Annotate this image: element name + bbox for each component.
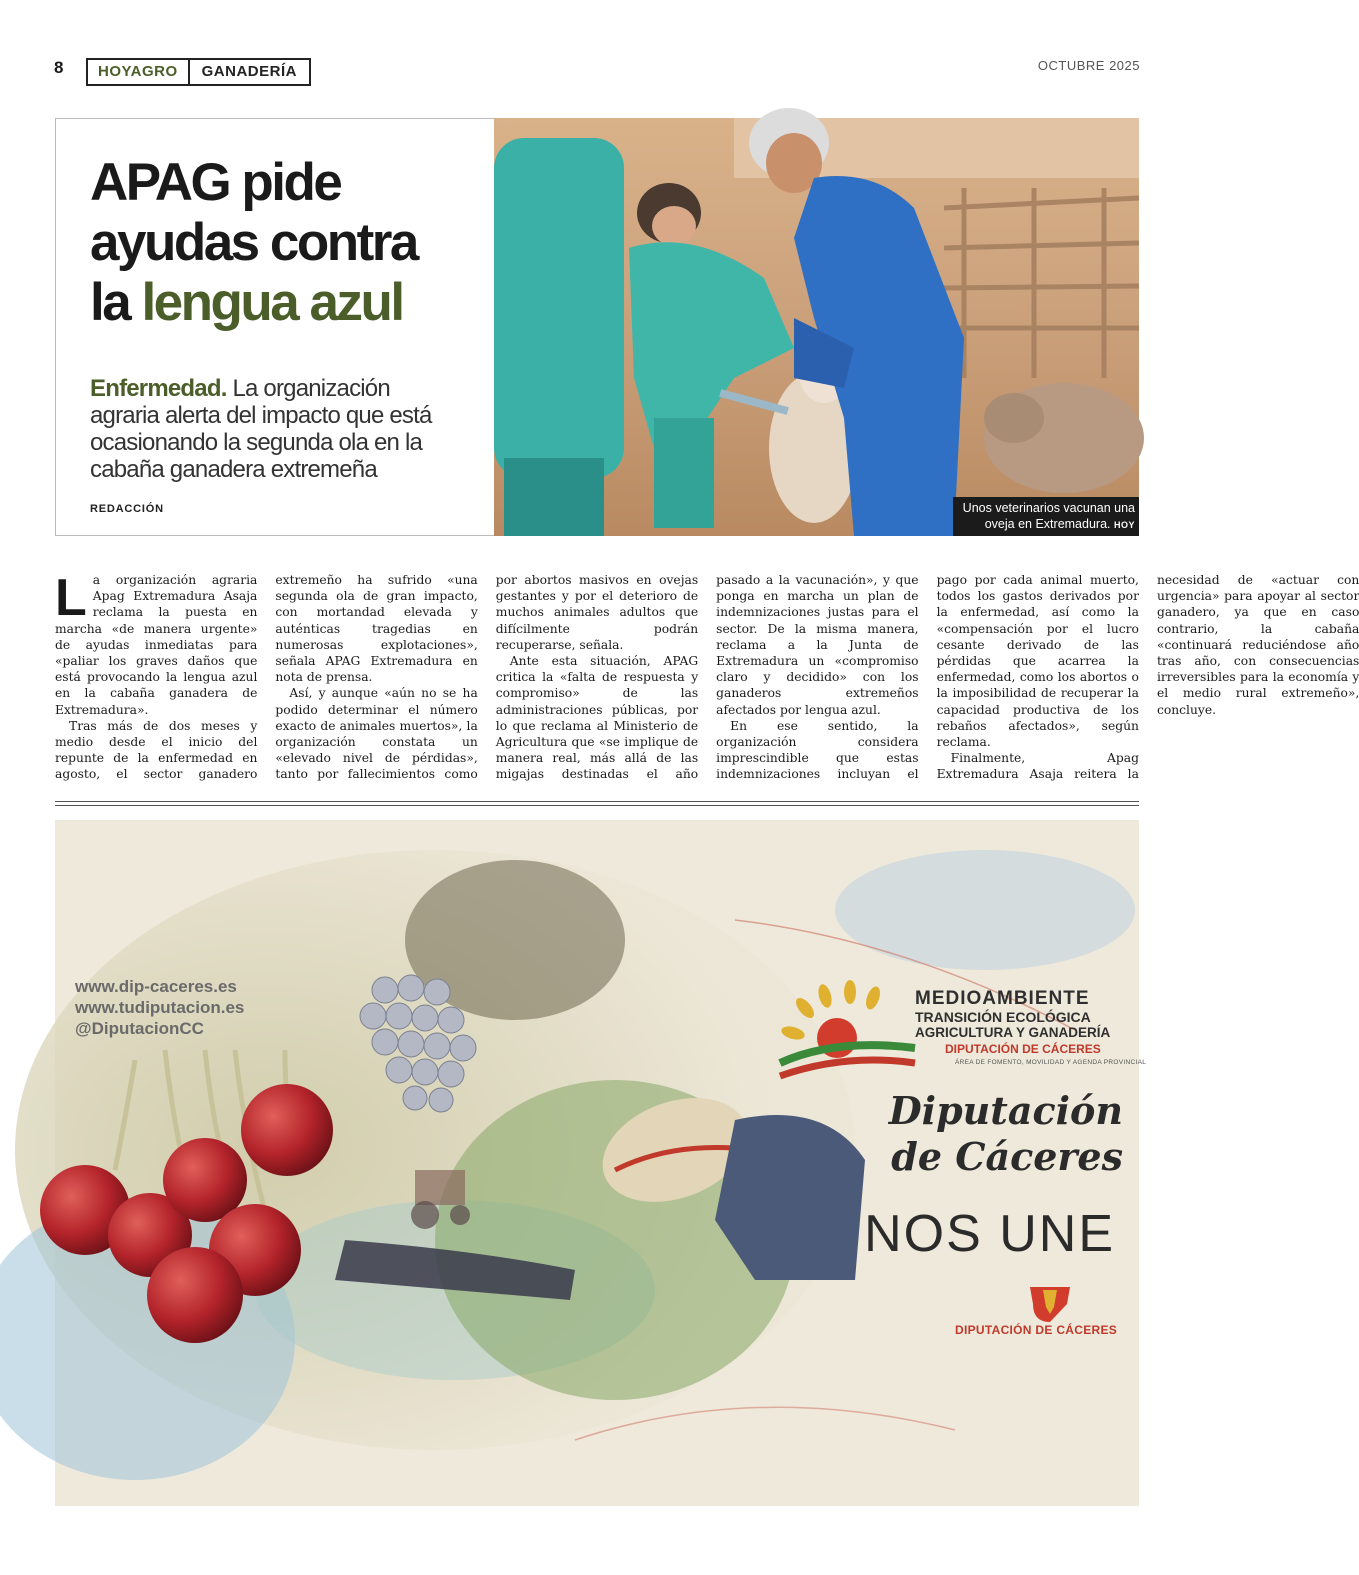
vaccination-scene-illustration — [494, 118, 1139, 536]
dept-area: ÁREA DE FOMENTO, MOVILIDAD Y AGENDA PROVINCIAL — [955, 1059, 1147, 1066]
script-line: de Cáceres — [891, 1134, 1123, 1179]
dept-subtitle: TRANSICIÓN ECOLÓGICA — [915, 1009, 1091, 1025]
article-paragraph: Finalmente, Apag Extremadura Asaja reitera la necesidad de «actuar con urgencia» para apoyar al sector ganadero, ya que en caso contrario, la cabaña «continuará reduciéndose año tras año, con consecuencias irreversibles para la economía y el medio rural extremeño», concluye. — [936, 573, 1359, 782]
photo-credit: HOY — [1113, 520, 1135, 530]
caption-text: Unos veterinarios vacunan una oveja en Extremadura. — [962, 501, 1135, 531]
dept-institution: DIPUTACIÓN DE CÁCERES — [945, 1042, 1101, 1056]
section-label — [86, 58, 311, 86]
dept-subtitle: AGRICULTURA Y GANADERÍA — [915, 1025, 1111, 1040]
article-paragraph: Así, y aunque «aún no se ha podido determinar el número exacto de animales muertos», la organización constata un «elevado nivel de pérdidas», tanto por fallecimientos como por abortos masivos en ovejas gestantes y por el deterioro de muchos animales adultos que difícilmente podrán recuperarse, señala. — [275, 573, 699, 782]
headline-line: APAG pide — [90, 153, 341, 212]
ad-slogan: NOS UNE — [864, 1205, 1115, 1263]
headline-box — [55, 118, 494, 536]
sun-wave-logo-icon — [775, 978, 915, 1088]
script-line: Diputación — [888, 1088, 1123, 1133]
subheadline — [90, 375, 460, 483]
photo-caption — [953, 497, 1139, 536]
dept-title: MEDIOAMBIENTE — [915, 988, 1090, 1009]
article-paragraph: Ante esta situación, APAG critica la «falta de respuesta y compromiso» de las administraciones públicas, por lo que reclama al Ministerio de Agricultura que «se implique de manera real, más allá de las migajas destinadas el año pasado a la vacunación», y que ponga en marcha un plan de indemnizaciones justas para el sector. De la misma manera, reclama a la Junta de Extremadura un «compromiso claro y decidido» con los ganaderos extremeños afectados por lengua azul. — [495, 573, 919, 782]
article-paragraph: En ese sentido, la organización considera imprescindible que estas indemnizaciones incluyan el pago por cada animal muerto, todos los gastos derivados por la enfermedad, así como la «compensación por el lucro cesante derivado de las pérdidas que acarrea la enfermedad, como los abortos o la imposibilidad de recuperar la capacidad productiva de los rebaños afectados», según reclama. — [716, 573, 1139, 782]
brand-name: HOYAGRO — [88, 60, 190, 84]
divider — [55, 801, 1139, 802]
headline-highlight: lengua azul — [141, 273, 403, 332]
page-number: 8 — [54, 58, 64, 77]
headline-line: ayudas contra — [90, 213, 417, 272]
ad-links — [75, 976, 244, 1039]
ad-link-social[interactable]: @DiputacionCC — [75, 1019, 204, 1038]
divider — [55, 805, 1139, 806]
article-paragraph — [55, 569, 258, 718]
headline — [90, 153, 417, 333]
ad-link-website[interactable]: www.dip-caceres.es — [75, 977, 237, 996]
kicker: Enfermedad. — [90, 375, 227, 402]
dropcap: L — [55, 569, 87, 627]
ad-script-title — [863, 1088, 1123, 1180]
ad-link-website[interactable]: www.tudiputacion.es — [75, 998, 245, 1017]
section-name: GANADERÍA — [201, 63, 297, 80]
diputacion-shield-icon — [1025, 1282, 1075, 1322]
advertisement — [55, 820, 1147, 1506]
issue-date: OCTUBRE 2025 — [1037, 58, 1140, 73]
article-photo — [494, 118, 1139, 536]
paragraph-text: a organización agraria Apag Extremadura Asaja reclama la puesta en marcha «de manera urgente» de ayudas inmediatas para «paliar los graves daños que está provocando la lengua azul en la cabaña ganadera de Extremadura». — [55, 573, 258, 717]
article-body — [55, 569, 1359, 784]
byline: REDACCIÓN — [90, 503, 164, 515]
ad-footer-logo-text: DIPUTACIÓN DE CÁCERES — [955, 1323, 1118, 1337]
article-paragraph: Tras más de dos meses y medio desde el inicio del repunte de la enfermedad en agosto, el sector ganadero extremeño ha sufrido «una segunda ola de gran impacto, con mortandad elevada y auténticas tragedias en numerosas explotaciones», señala APAG Extremadura en nota de prensa. — [55, 573, 478, 782]
subheadline-text: La organización agraria alerta del impacto que está ocasionando la segunda ola en la cabaña ganadera extremeña — [90, 375, 432, 483]
headline-line: la — [90, 273, 142, 332]
